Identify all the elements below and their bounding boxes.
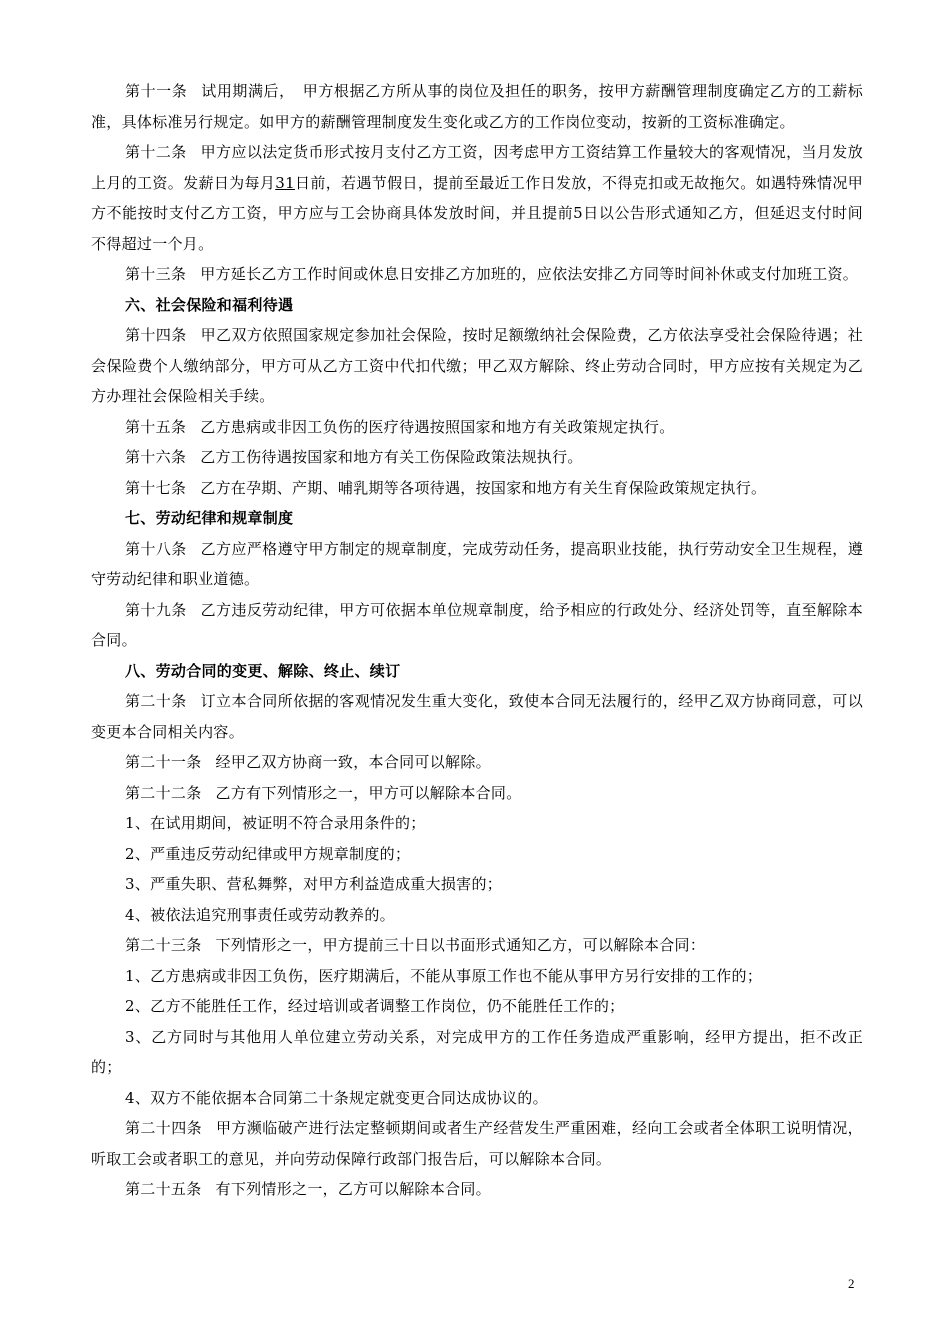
article-number: 第十二条 — [125, 143, 187, 161]
article-number: 第二十三条 — [125, 936, 202, 954]
article-number: 第二十一条 — [125, 753, 202, 771]
article-number: 第十四条 — [125, 326, 187, 344]
article-text: 乙方患病或非因工负伤的医疗待遇按照国家和地方有关政策规定执行。 — [200, 417, 675, 436]
article-text: 甲方濒临破产进行法定整顿期间或者生产经营发生严重困难，经向工会或者全体职工说明情况，听取工会或者职工的意见，并向劳动保障行政部门报告后，可以解除本合同。 — [91, 1119, 863, 1168]
contract-article — [91, 473, 863, 504]
article-number: 第十八条 — [125, 539, 187, 558]
article-number: 第十三条 — [125, 265, 187, 283]
article-number: 第十一条 — [125, 82, 188, 100]
contract-article — [91, 930, 863, 961]
contract-article — [91, 534, 863, 595]
list-item — [91, 1083, 863, 1114]
article-text: 乙方有下列情形之一，甲方可以解除本合同。 — [215, 783, 522, 802]
article-text: 甲方应以法定货币形式按月支付乙方工资，因考虑甲方工资结算工作量较大的客观情况，当月发放上月的工资。发薪日为每月 — [91, 143, 864, 192]
list-item — [91, 900, 863, 931]
article-text: 经甲乙双方协商一致，本合同可以解除。 — [215, 753, 491, 771]
contract-article — [91, 747, 863, 778]
article-number: 第十七条 — [125, 478, 187, 497]
article-text: 试用期满后， 甲方根据乙方所从事的岗位及担任的职务，按甲方薪酬管理制度确定乙方的工薪标准，具体标准另行规定。如甲方的薪酬管理制度发生变化或乙方的工作岗位变动，按新的工资标准确定。 — [91, 82, 863, 131]
article-text: 1、乙方患病或非因工负伤，医疗期满后，不能从事原工作也不能从事甲方另行安排的工作的； — [125, 966, 763, 985]
article-text: 甲乙双方依照国家规定参加社会保险，按时足额缴纳社会保险费，乙方依法享受社会保险待遇；社会保险费个人缴纳部分，甲方可从乙方工资中代扣代缴；甲乙双方解除、终止劳动合同时，甲方应按有关规定为乙方办理社会保险相关手续。 — [91, 326, 864, 405]
page-number: 2 — [848, 1276, 855, 1291]
contract-article — [91, 1174, 863, 1205]
article-text: 下列情形之一，甲方提前三十日以书面形式通知乙方，可以解除本合同： — [215, 936, 706, 954]
list-item — [91, 991, 863, 1022]
article-text: 2、严重违反劳动纪律或甲方规章制度的； — [125, 844, 411, 863]
article-number: 第十九条 — [125, 600, 187, 619]
article-text: 乙方违反劳动纪律，甲方可依据本单位规章制度，给予相应的行政处分、经济处罚等，直至解除本合同。 — [91, 600, 864, 649]
article-number: 第二十五条 — [125, 1180, 202, 1198]
article-text: 1、在试用期间，被证明不符合录用条件的； — [125, 814, 426, 832]
article-number: 第十五条 — [125, 417, 187, 436]
article-text: 2、乙方不能胜任工作，经过培训或者调整工作岗位，仍不能胜任工作的； — [125, 997, 625, 1015]
contract-article — [91, 595, 863, 656]
article-number: 第二十二条 — [125, 783, 202, 802]
article-number: 第二十四条 — [125, 1119, 203, 1137]
contract-article — [91, 320, 863, 412]
article-text: 乙方在孕期、产期、哺乳期等各项待遇，按国家和地方有关生育保险政策规定执行。 — [200, 478, 767, 497]
article-text: 甲方延长乙方工作时间或休息日安排乙方加班的，应依法安排乙方同等时间补休或支付加班工资。 — [200, 265, 859, 283]
article-text: 有下列情形之一，乙方可以解除本合同。 — [215, 1180, 491, 1198]
contract-article — [91, 1113, 863, 1174]
section-heading: 八、劳动合同的变更、解除、终止、续订 — [125, 661, 401, 680]
contract-article — [91, 412, 863, 443]
list-item — [91, 808, 863, 839]
contract-body — [91, 76, 863, 1205]
contract-article — [91, 442, 863, 473]
list-item — [91, 1022, 863, 1083]
article-text: 3、严重失职、营私舞弊，对甲方利益造成重大损害的； — [125, 875, 503, 893]
article-text: 4、双方不能依据本合同第二十条规定就变更合同达成协议的。 — [125, 1088, 548, 1107]
article-text: 订立本合同所依据的客观情况发生重大变化，致使本合同无法履行的，经甲乙双方协商同意，可以变更本合同相关内容。 — [91, 692, 864, 741]
article-text: 乙方工伤待遇按国家和地方有关工伤保险政策法规执行。 — [200, 448, 583, 466]
list-item — [91, 839, 863, 870]
article-text: 3、乙方同时与其他用人单位建立劳动关系，对完成甲方的工作任务造成严重影响，经甲方提出，拒不改正的； — [91, 1027, 863, 1076]
section-heading: 七、劳动纪律和规章制度 — [125, 509, 294, 527]
contract-article — [91, 259, 863, 290]
contract-article — [91, 778, 863, 809]
contract-article — [91, 76, 863, 137]
contract-article — [91, 137, 863, 259]
article-text: 乙方应严格遵守甲方制定的规章制度，完成劳动任务，提高职业技能，执行劳动安全卫生规程，遵守劳动纪律和职业道德。 — [91, 539, 864, 588]
article-number: 第十六条 — [125, 448, 187, 466]
article-text-continued: 日前，若遇节假日，提前至最近工作日发放，不得克扣或无故拖欠。如遇特殊情况甲方不能按时支付乙方工资，甲方应与工会协商具体发放时间，并且提前5日以公告形式通知乙方，但延迟支付时间不得超过一个月。 — [91, 173, 863, 253]
article-number: 第二十条 — [125, 692, 187, 710]
list-item — [91, 869, 863, 900]
section-heading: 六、社会保险和福利待遇 — [125, 295, 294, 314]
article-text: 4、被依法追究刑事责任或劳动教养的。 — [125, 905, 395, 924]
contract-article — [91, 686, 863, 747]
pay-day-value: 31 — [275, 173, 295, 192]
list-item — [91, 961, 863, 992]
